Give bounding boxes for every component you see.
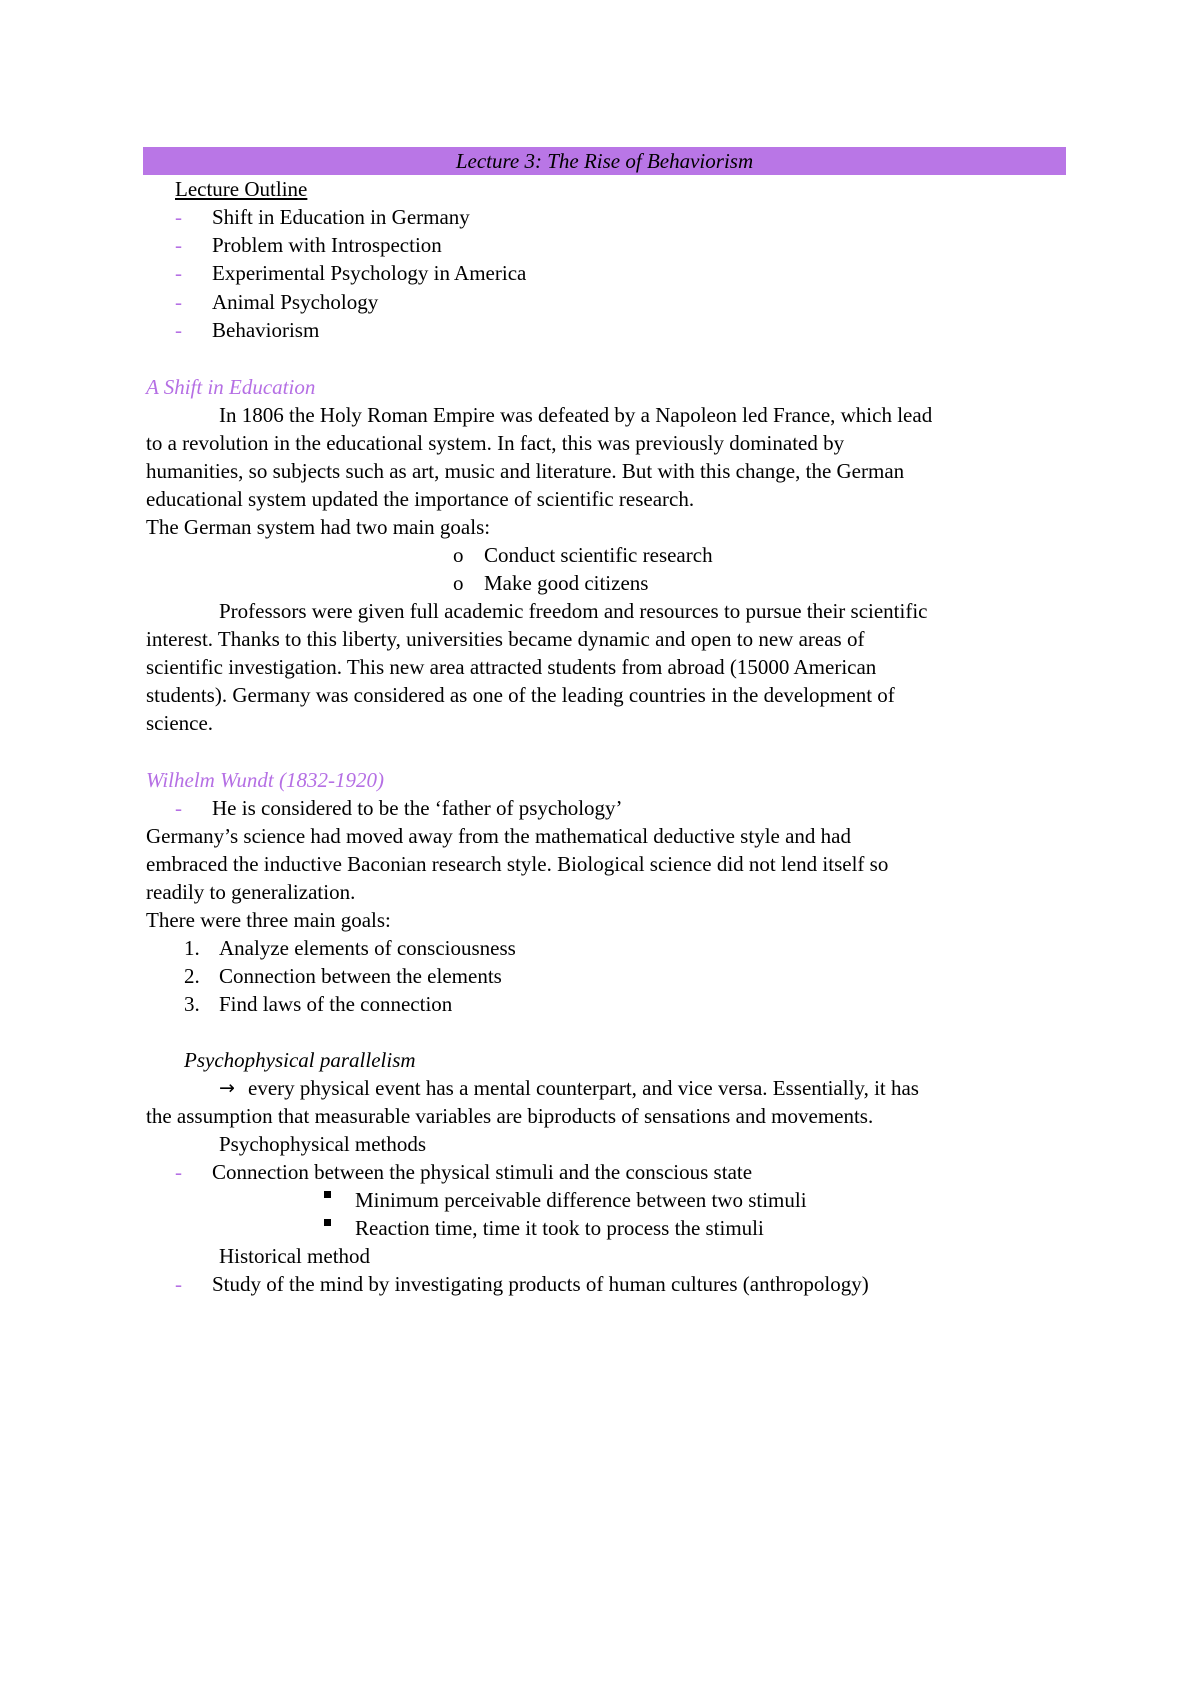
outline-bullet: - [175,318,182,342]
goal-item: Connection between the elements [219,964,502,988]
section-heading-wundt: Wilhelm Wundt (1832-1920) [146,768,384,792]
goal-item: Conduct scientific research [484,543,713,567]
goal-bullet: o [453,543,464,567]
methods-bullet: Connection between the physical stimuli and the conscious state [212,1160,753,1184]
sub-item: Minimum perceivable difference between two stimuli [355,1188,807,1212]
methods-bullet-dash: - [175,1160,182,1184]
paragraph-line: educational system updated the importance of scientific research. [146,487,695,511]
goal-bullet: o [453,571,464,595]
historical-heading: Historical method [219,1244,371,1268]
goal-number: 1. [184,936,200,960]
wundt-bullet: He is considered to be the ‘father of psychology’ [212,796,623,820]
outline-heading: Lecture Outline [175,177,308,201]
outline-bullet: - [175,233,182,257]
square-bullet-icon [324,1219,331,1226]
subheading-parallelism: Psychophysical parallelism [184,1048,416,1072]
outline-bullet: - [175,261,182,285]
paragraph-line: Professors were given full academic freedom and resources to pursue their scientific [219,599,928,623]
wundt-bullet-dash: - [175,796,182,820]
paragraph-line: There were three main goals: [146,908,391,932]
paragraph-line: Germany’s science had moved away from the mathematical deductive style and had [146,824,851,848]
outline-bullet: - [175,205,182,229]
outline-item: Animal Psychology [212,290,379,314]
section-heading-shift: A Shift in Education [146,375,316,399]
paragraph-line: interest. Thanks to this liberty, universities became dynamic and open to new areas of [146,627,865,651]
outline-item: Problem with Introspection [212,233,442,257]
goal-item: Find laws of the connection [219,992,453,1016]
historical-bullet: Study of the mind by investigating products of human cultures (anthropology) [212,1272,869,1296]
goal-item: Make good citizens [484,571,649,595]
paragraph-line: In 1806 the Holy Roman Empire was defeated by a Napoleon led France, which lead [219,403,933,427]
methods-heading: Psychophysical methods [219,1132,427,1156]
outline-bullet: - [175,290,182,314]
paragraph-line: science. [146,711,214,735]
sub-item: Reaction time, time it took to process the stimuli [355,1216,764,1240]
paragraph-line: embraced the inductive Baconian research style. Biological science did not lend itself so [146,852,889,876]
goal-item: Analyze elements of consciousness [219,936,516,960]
paragraph-line: to a revolution in the educational system. In fact, this was previously dominated by [146,431,845,455]
paragraph-line: The German system had two main goals: [146,515,491,539]
outline-item: Shift in Education in Germany [212,205,470,229]
historical-bullet-dash: - [175,1272,182,1296]
paragraph-line: every physical event has a mental counterpart, and vice versa. Essentially, it has [248,1076,919,1100]
paragraph-line: humanities, so subjects such as art, music and literature. But with this change, the German [146,459,905,483]
paragraph-line: students). Germany was considered as one of the leading countries in the development of [146,683,895,707]
goal-number: 3. [184,992,200,1016]
lecture-title: Lecture 3: The Rise of Behaviorism [143,147,1066,175]
paragraph-line: the assumption that measurable variables are biproducts of sensations and movements. [146,1104,874,1128]
arrow-icon: → [219,1077,235,1099]
goal-number: 2. [184,964,200,988]
square-bullet-icon [324,1191,331,1198]
paragraph-line: scientific investigation. This new area attracted students from abroad (15000 American [146,655,877,679]
outline-item: Behaviorism [212,318,320,342]
outline-item: Experimental Psychology in America [212,261,527,285]
paragraph-line: readily to generalization. [146,880,356,904]
